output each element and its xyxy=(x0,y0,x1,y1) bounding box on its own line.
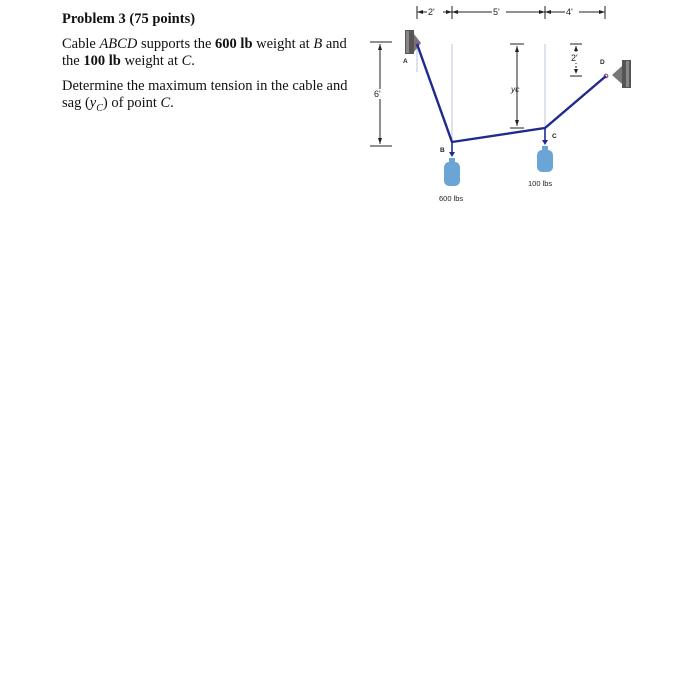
hanger-c xyxy=(542,128,548,145)
problem-task xyxy=(62,78,362,117)
guide-lines xyxy=(417,44,545,140)
sag-arrow-top xyxy=(515,46,519,52)
weight-c xyxy=(537,146,553,172)
weight-b-label: 600 lbs xyxy=(439,194,464,203)
problem-statement xyxy=(62,11,362,125)
weight-b-value: 600 lb xyxy=(215,36,253,52)
point-c-label: C xyxy=(552,133,557,140)
dim-5ft-label: 5' xyxy=(493,7,500,17)
point-d-label: D xyxy=(600,59,605,66)
offset-arrow-top xyxy=(574,46,578,51)
given-text-1: Cable xyxy=(62,36,100,52)
left-height-label: 6' xyxy=(374,89,381,99)
given-text-3: weight at xyxy=(252,36,314,52)
problem-given xyxy=(62,36,362,70)
dim-2ft-label: 2' xyxy=(428,7,435,17)
point-c-ref: C xyxy=(181,53,192,69)
task-text-2: ) of point xyxy=(102,95,161,111)
sag-subscript: C xyxy=(96,102,103,114)
dim-4ft-label: 4' xyxy=(566,7,573,17)
sag-label: yc xyxy=(511,84,520,94)
problem-title: Problem 3 (75 points) xyxy=(62,11,196,27)
task-text-3: . xyxy=(170,95,174,111)
cable-diagram xyxy=(360,0,660,215)
given-text-6: . xyxy=(191,53,195,69)
given-text-5: weight at xyxy=(120,53,182,69)
offset-label: 2' xyxy=(571,53,578,63)
given-text-4: and the xyxy=(62,36,347,69)
cable-name: ABCD xyxy=(99,36,138,52)
left-height-arrow-bottom xyxy=(378,138,382,144)
point-c-ref-2: C xyxy=(160,95,171,111)
weight-b xyxy=(444,158,460,186)
point-a-label: A xyxy=(403,58,408,65)
weight-c-label: 100 lbs xyxy=(528,179,553,188)
point-b-ref: B xyxy=(313,36,323,52)
left-height-arrow-top xyxy=(378,44,382,50)
sag-arrow-bottom xyxy=(515,120,519,126)
weight-c-value: 100 lb xyxy=(83,53,121,69)
task-text-1: Determine the maximum tension in the cable and sag ( xyxy=(62,78,348,111)
offset-arrow-bottom xyxy=(574,69,578,74)
sag-symbol: y xyxy=(89,95,97,111)
hanger-b xyxy=(449,142,455,157)
point-b-label: B xyxy=(440,147,445,154)
given-text-2: supports the xyxy=(137,36,216,52)
support-d xyxy=(604,60,631,88)
